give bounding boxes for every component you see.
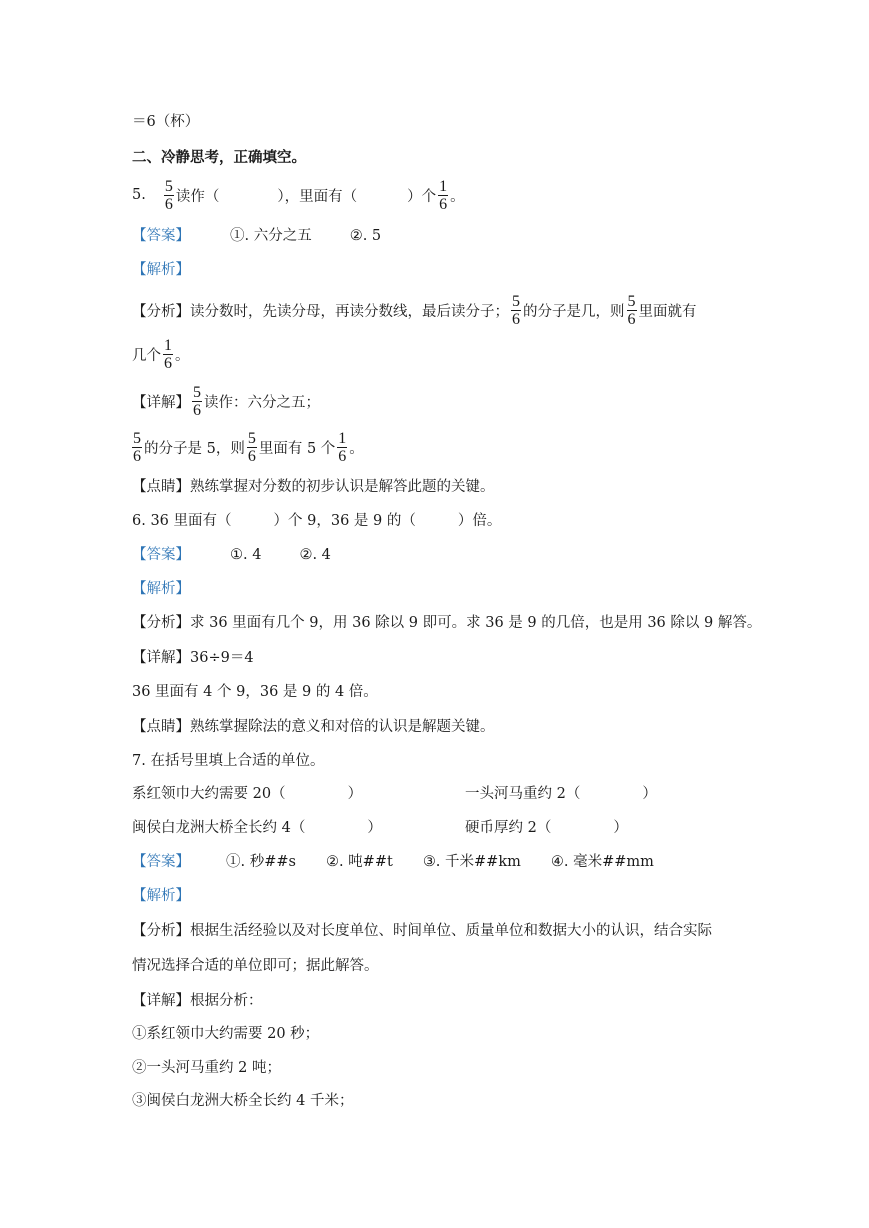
q5-question: 5. $\frac{5}{6}$ 读作（ ），里面有（ ）个 $\frac{1}{6}$ 。 [132, 177, 465, 213]
q5-answer-row: 【答案】 ①. 六分之五 ②. 5 [132, 228, 382, 244]
q7-item-2: 一头河马重约 2（ ） [465, 786, 657, 802]
q5-point: 【点睛】熟练掌握对分数的初步认识是解答此题的关键。 [132, 479, 495, 495]
q7-answer-row: 【答案】 ①. 秒##s ②. 吨##t ③. 千米##km ④. 毫米##mm [132, 854, 654, 870]
q7-detail: 【详解】根据分析： [132, 993, 263, 1009]
q6-answer-row: 【答案】 ①. 4 ②. 4 [132, 547, 331, 563]
q6-question: 6. 36 里面有（ ）个 9，36 是 9 的（ ）倍。 [132, 513, 502, 529]
fraction-one-sixth: $\frac{1}{6}$ [439, 177, 448, 213]
q6-detail: 【详解】36÷9＝4 [132, 650, 254, 666]
q5-number: 5. [132, 187, 146, 203]
q6-analysis: 【分析】求 36 里面有几个 9，用 36 除以 9 即可。求 36 是 9 的几倍，也是用 36 除以 9 解答。 [132, 615, 762, 631]
q5-detail: 【详解】 $\frac{5}{6}$ 读作：六分之五； [132, 383, 320, 419]
q7-detail-1: ①系红领巾大约需要 20 秒； [132, 1026, 320, 1042]
q7-item-4: 硬币厚约 2（ ） [465, 820, 628, 836]
previous-answer-line: ＝6（杯） [132, 114, 200, 130]
q5-analysis: 【分析】读分数时，先读分母，再读分数线，最后读分子； $\frac{5}{6}$ 的分子是几，则 $\frac{5}{6}$ 里面就有 [132, 292, 697, 328]
jiexi-tag: 【解析】 [132, 888, 190, 904]
q7-detail-2: ②一头河马重约 2 吨； [132, 1060, 281, 1076]
jiexi-tag: 【解析】 [132, 581, 190, 597]
q7-item-1: 系红领巾大约需要 20（ ） [132, 786, 363, 802]
q7-analysis: 【分析】根据生活经验以及对长度单位、时间单位、质量单位和数据大小的认识，结合实际 [132, 923, 712, 939]
q7-question: 7. 在括号里填上合适的单位。 [132, 753, 325, 769]
jiexi-tag: 【解析】 [132, 262, 190, 278]
section-title: 二、冷静思考，正确填空。 [132, 149, 306, 166]
answer-tag: 【答案】 [132, 228, 190, 244]
q5-analysis-cont: 几个 $\frac{1}{6}$ 。 [132, 336, 190, 372]
q6-detail-cont: 36 里面有 4 个 9，36 是 9 的 4 倍。 [132, 684, 378, 700]
q6-point: 【点睛】熟练掌握除法的意义和对倍的认识是解题关键。 [132, 719, 495, 735]
q7-item-3: 闽侯白龙洲大桥全长约 4（ ） [132, 820, 382, 836]
q5-detail-cont: $\frac{5}{6}$ 的分子是 5，则 $\frac{5}{6}$ 里面有 5 个 $\frac{1}{6}$ 。 [133, 429, 364, 465]
fraction-five-sixths: $\frac{5}{6}$ [164, 177, 173, 213]
q7-analysis-cont: 情况选择合适的单位即可；据此解答。 [132, 958, 379, 974]
q7-detail-3: ③闽侯白龙洲大桥全长约 4 千米； [132, 1093, 354, 1109]
